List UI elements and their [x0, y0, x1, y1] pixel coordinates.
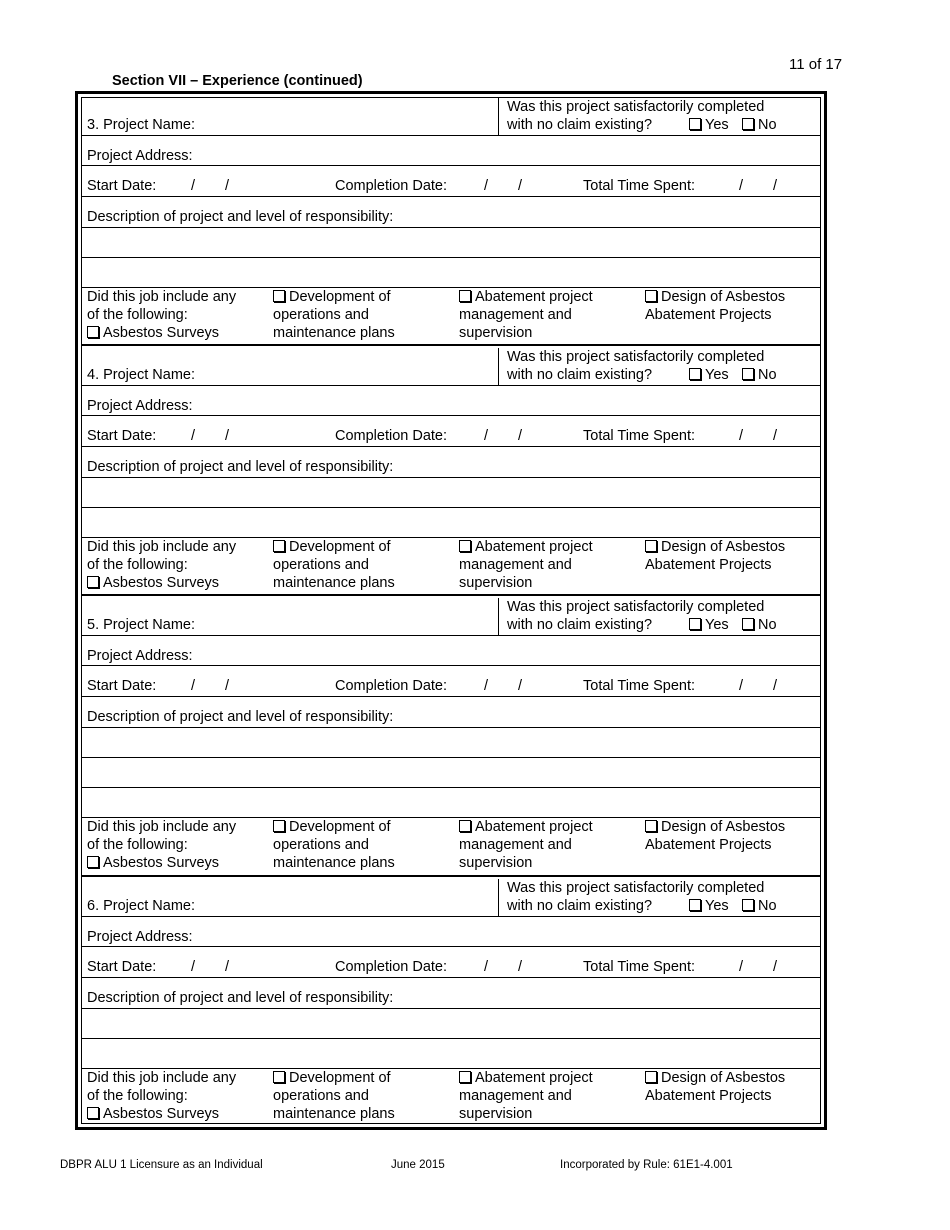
row-divider: [82, 385, 820, 386]
description-line[interactable]: [82, 787, 820, 788]
asbestos-surveys-checkbox[interactable]: [87, 576, 99, 588]
development-label-line1: Development of: [289, 289, 391, 305]
project-address-label: Project Address:: [87, 648, 193, 664]
development-label-line3: maintenance plans: [273, 325, 395, 341]
no-label: No: [758, 117, 777, 133]
yes-label: Yes: [705, 898, 729, 914]
abatement-option[interactable]: [459, 288, 593, 306]
project-block: [82, 598, 820, 875]
description-line[interactable]: [82, 1008, 820, 1009]
abatement-label-line3: supervision: [459, 575, 533, 591]
project-block: [82, 348, 820, 594]
start-date-label: Start Date:: [87, 959, 157, 975]
abatement-label-line1: Abatement project: [475, 819, 593, 835]
design-label-line2: Abatement Projects: [645, 1088, 772, 1104]
row-divider: [82, 946, 820, 947]
development-checkbox[interactable]: [273, 820, 285, 832]
abatement-label-line1: Abatement project: [475, 1070, 593, 1086]
name-question-divider: [498, 98, 499, 135]
description-label: Description of project and level of responsibility:: [87, 990, 394, 1006]
project-block: [82, 98, 820, 344]
design-label-line2: Abatement Projects: [645, 557, 772, 573]
completion-date-slash: /: [518, 428, 523, 444]
asbestos-surveys-option[interactable]: [87, 324, 219, 342]
total-time-label: Total Time Spent:: [583, 178, 696, 194]
start-date-slash: /: [191, 959, 196, 975]
project-separator: [82, 594, 820, 596]
project-block: [82, 879, 820, 1125]
include-question-line2: of the following:: [87, 837, 188, 853]
description-label: Description of project and level of responsibility:: [87, 209, 394, 225]
description-line[interactable]: [82, 757, 820, 758]
completion-date-slash: /: [484, 178, 489, 194]
include-question-line1: Did this job include any: [87, 819, 237, 835]
start-date-slash: /: [225, 428, 230, 444]
name-question-divider: [498, 348, 499, 385]
row-divider: [82, 446, 820, 447]
experience-form-frame: [75, 91, 827, 1130]
include-options-row: [82, 1069, 820, 1125]
development-label-line3: maintenance plans: [273, 575, 395, 591]
no-option[interactable]: [742, 616, 777, 634]
asbestos-surveys-checkbox[interactable]: [87, 856, 99, 868]
description-line[interactable]: [82, 227, 820, 228]
development-label-line3: maintenance plans: [273, 855, 395, 871]
footer-rule: Incorporated by Rule: 61E1-4.001: [560, 1159, 733, 1171]
abatement-label-line3: supervision: [459, 1106, 533, 1122]
design-option[interactable]: [645, 818, 785, 836]
description-line[interactable]: [82, 727, 820, 728]
completion-question-line2: with no claim existing?: [507, 617, 653, 633]
description-label: Description of project and level of responsibility:: [87, 709, 394, 725]
design-label-line1: Design of Asbestos: [661, 819, 786, 835]
completion-question-line2: with no claim existing?: [507, 367, 653, 383]
row-divider: [82, 196, 820, 197]
development-label-line1: Development of: [289, 539, 391, 555]
no-checkbox[interactable]: [742, 118, 754, 130]
page-number: 11 of 17: [789, 56, 843, 73]
abatement-label-line2: management and: [459, 307, 572, 323]
total-time-slash: /: [739, 678, 744, 694]
completion-question-line1: Was this project satisfactorily completed: [507, 349, 765, 365]
no-option[interactable]: [742, 897, 777, 915]
start-date-slash: /: [225, 959, 230, 975]
asbestos-surveys-option[interactable]: [87, 854, 219, 872]
total-time-slash: /: [773, 678, 778, 694]
row-divider: [82, 977, 820, 978]
name-question-divider: [498, 879, 499, 916]
asbestos-surveys-label: Asbestos Surveys: [103, 325, 220, 341]
abatement-checkbox[interactable]: [459, 540, 471, 552]
include-options-row: [82, 818, 820, 874]
asbestos-surveys-option[interactable]: [87, 1105, 219, 1123]
design-option[interactable]: [645, 538, 785, 556]
yes-label: Yes: [705, 617, 729, 633]
design-option[interactable]: [645, 1069, 785, 1087]
abatement-label-line1: Abatement project: [475, 289, 593, 305]
completion-date-slash: /: [518, 678, 523, 694]
include-question-line2: of the following:: [87, 1088, 188, 1104]
start-date-label: Start Date:: [87, 428, 157, 444]
start-date-label: Start Date:: [87, 178, 157, 194]
development-label-line2: operations and: [273, 837, 369, 853]
yes-checkbox[interactable]: [689, 118, 701, 130]
development-label-line2: operations and: [273, 1088, 369, 1104]
design-label-line1: Design of Asbestos: [661, 289, 786, 305]
completion-date-slash: /: [518, 178, 523, 194]
completion-question-line1: Was this project satisfactorily completed: [507, 99, 765, 115]
asbestos-surveys-label: Asbestos Surveys: [103, 855, 220, 871]
project-name-label: 5. Project Name:: [87, 617, 195, 633]
total-time-label: Total Time Spent:: [583, 428, 696, 444]
include-options-row: [82, 538, 820, 594]
no-option[interactable]: [742, 116, 777, 134]
yes-option[interactable]: [689, 897, 729, 915]
abatement-label-line3: supervision: [459, 855, 533, 871]
abatement-checkbox[interactable]: [459, 820, 471, 832]
no-checkbox[interactable]: [742, 368, 754, 380]
completion-date-label: Completion Date:: [335, 178, 448, 194]
design-label-line1: Design of Asbestos: [661, 1070, 786, 1086]
total-time-slash: /: [773, 428, 778, 444]
include-question-line1: Did this job include any: [87, 289, 237, 305]
start-date-slash: /: [191, 428, 196, 444]
total-time-label: Total Time Spent:: [583, 678, 696, 694]
project-address-label: Project Address:: [87, 398, 193, 414]
completion-date-label: Completion Date:: [335, 428, 448, 444]
description-line[interactable]: [82, 507, 820, 508]
design-checkbox[interactable]: [645, 820, 657, 832]
include-question-line2: of the following:: [87, 307, 188, 323]
completion-question-line2: with no claim existing?: [507, 898, 653, 914]
description-label: Description of project and level of responsibility:: [87, 459, 394, 475]
footer-form-name: DBPR ALU 1 Licensure as an Individual: [60, 1159, 263, 1171]
completion-date-slash: /: [484, 959, 489, 975]
project-name-label: 4. Project Name:: [87, 367, 195, 383]
start-date-slash: /: [225, 678, 230, 694]
row-divider: [82, 696, 820, 697]
asbestos-surveys-checkbox[interactable]: [87, 326, 99, 338]
yes-checkbox[interactable]: [689, 368, 701, 380]
no-label: No: [758, 367, 777, 383]
no-label: No: [758, 898, 777, 914]
development-option[interactable]: [273, 288, 391, 306]
abatement-label-line2: management and: [459, 837, 572, 853]
yes-checkbox[interactable]: [689, 899, 701, 911]
asbestos-surveys-label: Asbestos Surveys: [103, 1106, 220, 1122]
abatement-checkbox[interactable]: [459, 1071, 471, 1083]
total-time-slash: /: [739, 959, 744, 975]
completion-date-label: Completion Date:: [335, 959, 448, 975]
project-name-label: 6. Project Name:: [87, 898, 195, 914]
name-question-divider: [498, 598, 499, 635]
total-time-slash: /: [739, 428, 744, 444]
project-address-label: Project Address:: [87, 929, 193, 945]
completion-question-line1: Was this project satisfactorily completed: [507, 880, 765, 896]
total-time-slash: /: [739, 178, 744, 194]
design-checkbox[interactable]: [645, 290, 657, 302]
project-separator: [82, 344, 820, 346]
project-address-label: Project Address:: [87, 148, 193, 164]
design-option[interactable]: [645, 288, 785, 306]
row-divider: [82, 916, 820, 917]
completion-date-slash: /: [518, 959, 523, 975]
asbestos-surveys-checkbox[interactable]: [87, 1107, 99, 1119]
yes-label: Yes: [705, 117, 729, 133]
description-line[interactable]: [82, 1038, 820, 1039]
experience-form-inner: [81, 97, 821, 1124]
start-date-label: Start Date:: [87, 678, 157, 694]
development-label-line2: operations and: [273, 307, 369, 323]
asbestos-surveys-option[interactable]: [87, 574, 219, 592]
completion-question-line1: Was this project satisfactorily completed: [507, 599, 765, 615]
description-line[interactable]: [82, 257, 820, 258]
yes-option[interactable]: [689, 616, 729, 634]
yes-checkbox[interactable]: [689, 618, 701, 630]
yes-option[interactable]: [689, 366, 729, 384]
development-label-line2: operations and: [273, 557, 369, 573]
development-label-line3: maintenance plans: [273, 1106, 395, 1122]
no-option[interactable]: [742, 366, 777, 384]
yes-label: Yes: [705, 367, 729, 383]
abatement-option[interactable]: [459, 538, 593, 556]
development-option[interactable]: [273, 1069, 391, 1087]
include-question-line1: Did this job include any: [87, 1070, 237, 1086]
development-label-line1: Development of: [289, 819, 391, 835]
abatement-option[interactable]: [459, 1069, 593, 1087]
no-label: No: [758, 617, 777, 633]
start-date-slash: /: [191, 178, 196, 194]
row-divider: [82, 665, 820, 666]
development-label-line1: Development of: [289, 1070, 391, 1086]
include-question-line1: Did this job include any: [87, 539, 237, 555]
completion-date-slash: /: [484, 678, 489, 694]
completion-question-line2: with no claim existing?: [507, 117, 653, 133]
total-time-slash: /: [773, 959, 778, 975]
development-option[interactable]: [273, 538, 391, 556]
design-checkbox[interactable]: [645, 1071, 657, 1083]
development-checkbox[interactable]: [273, 540, 285, 552]
design-label-line2: Abatement Projects: [645, 837, 772, 853]
abatement-label-line3: supervision: [459, 325, 533, 341]
abatement-label-line2: management and: [459, 557, 572, 573]
completion-date-slash: /: [484, 428, 489, 444]
total-time-slash: /: [773, 178, 778, 194]
start-date-slash: /: [225, 178, 230, 194]
no-checkbox[interactable]: [742, 899, 754, 911]
project-separator: [82, 875, 820, 877]
design-label-line1: Design of Asbestos: [661, 539, 786, 555]
asbestos-surveys-label: Asbestos Surveys: [103, 575, 220, 591]
design-checkbox[interactable]: [645, 540, 657, 552]
description-line[interactable]: [82, 477, 820, 478]
row-divider: [82, 165, 820, 166]
development-checkbox[interactable]: [273, 290, 285, 302]
row-divider: [82, 415, 820, 416]
yes-option[interactable]: [689, 116, 729, 134]
project-name-label: 3. Project Name:: [87, 117, 195, 133]
include-question-line2: of the following:: [87, 557, 188, 573]
design-label-line2: Abatement Projects: [645, 307, 772, 323]
abatement-label-line2: management and: [459, 1088, 572, 1104]
abatement-label-line1: Abatement project: [475, 539, 593, 555]
no-checkbox[interactable]: [742, 618, 754, 630]
abatement-option[interactable]: [459, 818, 593, 836]
total-time-label: Total Time Spent:: [583, 959, 696, 975]
development-checkbox[interactable]: [273, 1071, 285, 1083]
abatement-checkbox[interactable]: [459, 290, 471, 302]
footer-date: June 2015: [391, 1159, 445, 1171]
development-option[interactable]: [273, 818, 391, 836]
completion-date-label: Completion Date:: [335, 678, 448, 694]
include-options-row: [82, 288, 820, 344]
section-title: Section VII – Experience (continued): [112, 73, 363, 89]
start-date-slash: /: [191, 678, 196, 694]
row-divider: [82, 135, 820, 136]
row-divider: [82, 635, 820, 636]
